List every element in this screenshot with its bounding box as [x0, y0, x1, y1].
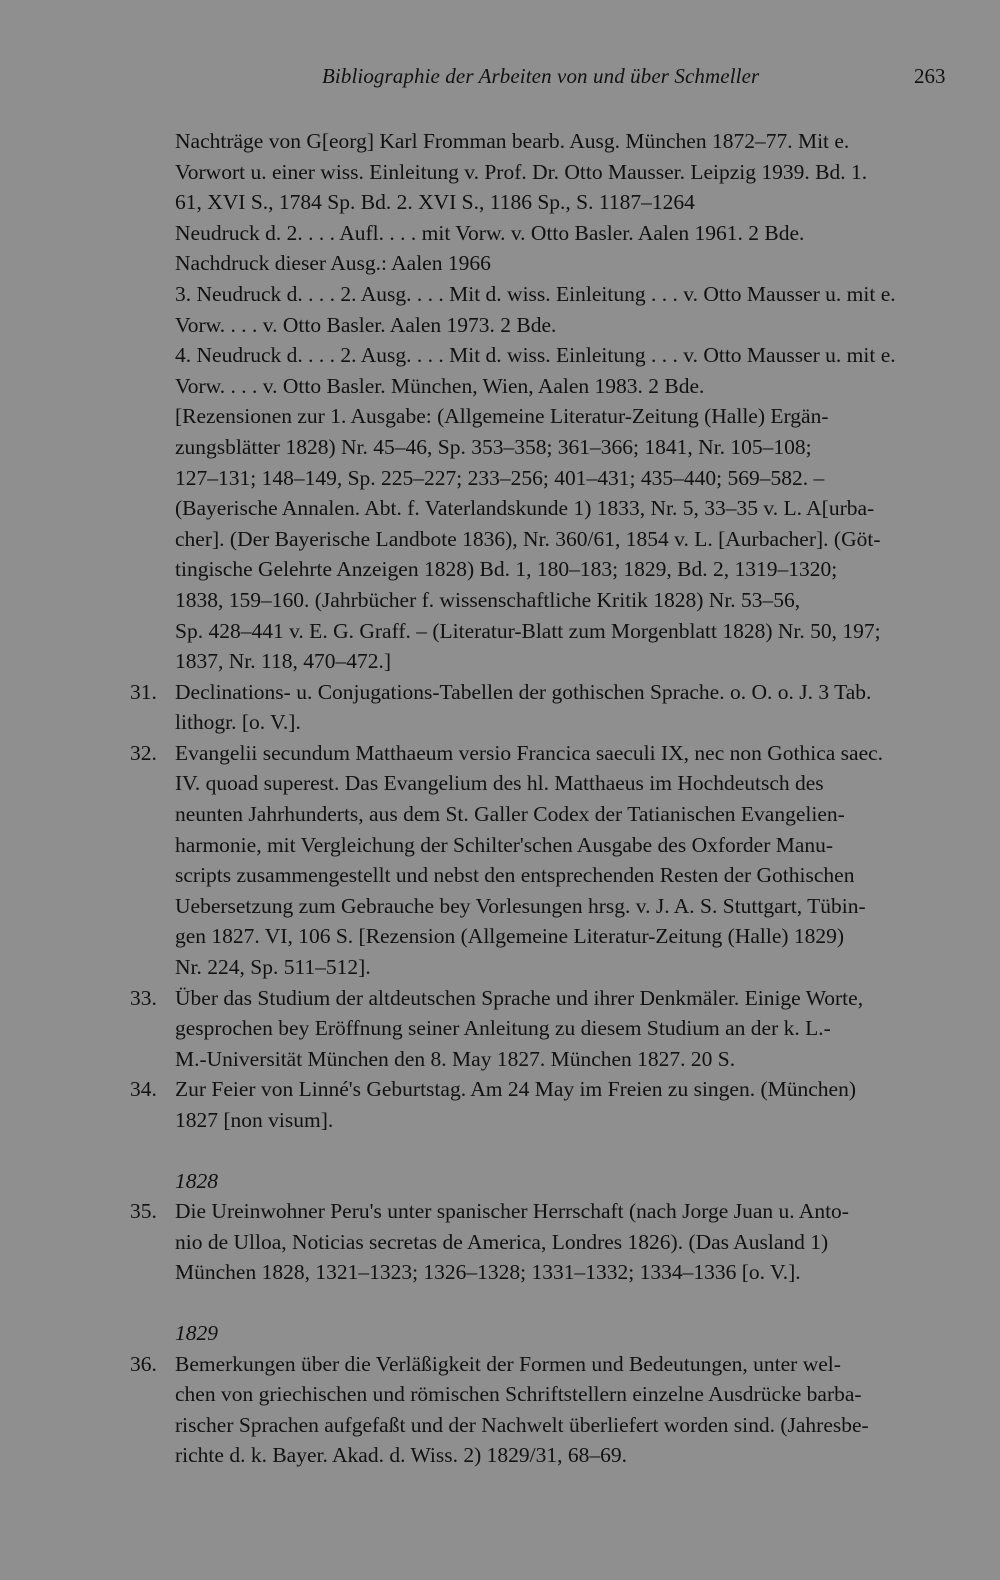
bibliography-entry [130, 738, 948, 983]
text-line: Zur Feier von Linné's Geburtstag. Am 24 May im Freien zu singen. (München) [175, 1077, 856, 1102]
entry-number: 34. [130, 1077, 157, 1102]
entry-number: 31. [130, 679, 157, 704]
text-line: M.-Universität München den 8. May 1827. München 1827. 20 S. [175, 1046, 736, 1071]
text-line: 1827 [non visum]. [175, 1108, 334, 1132]
text-line: Vorw. . . . v. Otto Basler. Aalen 1973. 2 Bde. [175, 312, 557, 337]
text-line: 127–131; 148–149, Sp. 225–227; 233–256; 401–431; 435–440; 569–582. – [175, 465, 825, 490]
year-heading-1828: 1828 [175, 1168, 218, 1193]
text-line: lithogr. [o. V.]. [175, 710, 301, 735]
text-line: Evangelii secundum Matthaeum versio Francica saeculi IX, nec non Gothica saec. [175, 740, 884, 765]
text-line: rischer Sprachen aufgefaßt und der Nachwelt überliefert worden sind. (Jahresbe- [175, 1412, 869, 1437]
bibliography-entry [130, 677, 948, 738]
text-line: chen von griechischen und römischen Schriftstellern einzelne Ausdrücke barba- [175, 1382, 862, 1407]
bibliography-entry [130, 983, 948, 1075]
text-line: 1837, Nr. 118, 470–472.] [175, 649, 391, 674]
bibliography-entry [130, 1196, 948, 1288]
entries-group-1829 [0, 1349, 1000, 1471]
review-paragraph [175, 401, 948, 676]
text-line: Declinations- u. Conjugations-Tabellen der gothischen Sprache. o. O. o. J. 3 Tab. [175, 679, 872, 704]
running-head [0, 60, 1000, 94]
entry-number: 33. [130, 985, 157, 1010]
text-line: nio de Ulloa, Noticias secretas de America, Londres 1826). (Das Ausland 1) [175, 1229, 829, 1254]
text-line: gesprochen bey Eröffnung seiner Anleitung zu diesem Studium an der k. L.- [175, 1016, 831, 1041]
text-line: harmonie, mit Vergleichung der Schilter'schen Ausgabe des Oxforder Manu- [175, 832, 834, 857]
entries-group-1827 [0, 677, 1000, 1136]
page-body [0, 126, 1000, 1471]
text-line: Vorwort u. einer wiss. Einleitung v. Prof. Dr. Otto Mausser. Leipzig 1939. Bd. 1. [175, 159, 868, 184]
text-line: neunten Jahrhunderts, aus dem St. Galler Codex der Tatianischen Evangelien- [175, 802, 845, 827]
text-line: richte d. k. Bayer. Akad. d. Wiss. 2) 1829/31, 68–69. [175, 1443, 627, 1468]
text-line: Über das Studium der altdeutschen Sprache und ihrer Denkmäler. Einige Worte, [175, 985, 864, 1010]
bibliography-entry [130, 1349, 948, 1471]
text-line: gen 1827. VI, 106 S. [Rezension (Allgemeine Literatur-Zeitung (Halle) 1829) [175, 924, 845, 949]
page-number: 263 [914, 64, 946, 88]
bibliography-entry [130, 1074, 948, 1135]
entries-group-1828 [0, 1196, 1000, 1288]
text-line: cher]. (Der Bayerische Landbote 1836), Nr. 360/61, 1854 v. L. [Aurbacher]. (Göt- [175, 526, 881, 551]
text-line: 61, XVI S., 1784 Sp. Bd. 2. XVI S., 1186 Sp., S. 1187–1264 [175, 190, 695, 215]
text-line: Bemerkungen über die Verläßigkeit der Formen und Bedeutungen, unter wel- [175, 1351, 841, 1376]
text-line: Vorw. . . . v. Otto Basler. München, Wien, Aalen 1983. 2 Bde. [175, 373, 705, 398]
text-line: (Bayerische Annalen. Abt. f. Vaterlandskunde 1) 1833, Nr. 5, 33–35 v. L. A[urba- [175, 496, 875, 521]
text-line: München 1828, 1321–1323; 1326–1328; 1331–1332; 1334–1336 [o. V.]. [175, 1260, 801, 1285]
text-line: Die Ureinwohner Peru's unter spanischer Herrschaft (nach Jorge Juan u. Anto- [175, 1199, 849, 1224]
text-line: 4. Neudruck d. . . . 2. Ausg. . . . Mit d. wiss. Einleitung . . . v. Otto Mausser u. mit e. [175, 343, 896, 368]
text-line: scripts zusammengestellt und nebst den entsprechenden Resten der Gothischen [175, 863, 855, 888]
text-line: Uebersetzung zum Gebrauche bey Vorlesungen hrsg. v. J. A. S. Stuttgart, Tübin- [175, 893, 866, 918]
text-line: Sp. 428–441 v. E. G. Graff. – (Literatur-Blatt zum Morgenblatt 1828) Nr. 50, 197; [175, 618, 881, 643]
continuation-paragraph [175, 126, 948, 401]
running-title: Bibliographie der Arbeiten von und über Schmeller [322, 64, 760, 88]
text-line: [Rezensionen zur 1. Ausgabe: (Allgemeine Literatur-Zeitung (Halle) Ergän- [175, 404, 829, 429]
text-line: Nachträge von G[eorg] Karl Fromman bearb. Ausg. München 1872–77. Mit e. [175, 129, 850, 153]
entry-number: 35. [130, 1199, 157, 1224]
text-line: zungsblätter 1828) Nr. 45–46, Sp. 353–358; 361–366; 1841, Nr. 105–108; [175, 434, 812, 459]
text-line: Nr. 224, Sp. 511–512]. [175, 955, 371, 980]
text-line: Nachdruck dieser Ausg.: Aalen 1966 [175, 251, 491, 276]
entry-number: 32. [130, 740, 157, 765]
text-line: tingische Gelehrte Anzeigen 1828) Bd. 1, 180–183; 1829, Bd. 2, 1319–1320; [175, 557, 838, 582]
text-line: Neudruck d. 2. . . . Aufl. . . . mit Vorw. v. Otto Basler. Aalen 1961. 2 Bde. [175, 220, 805, 245]
text-line: 1838, 159–160. (Jahrbücher f. wissenschaftliche Kritik 1828) Nr. 53–56, [175, 587, 801, 612]
entry-number: 36. [130, 1351, 157, 1376]
year-heading-1829: 1829 [175, 1320, 218, 1345]
text-line: IV. quoad superest. Das Evangelium des hl. Matthaeus im Hochdeutsch des [175, 771, 824, 796]
text-line: 3. Neudruck d. . . . 2. Ausg. . . . Mit d. wiss. Einleitung . . . v. Otto Mausser u. mit e. [175, 281, 896, 306]
